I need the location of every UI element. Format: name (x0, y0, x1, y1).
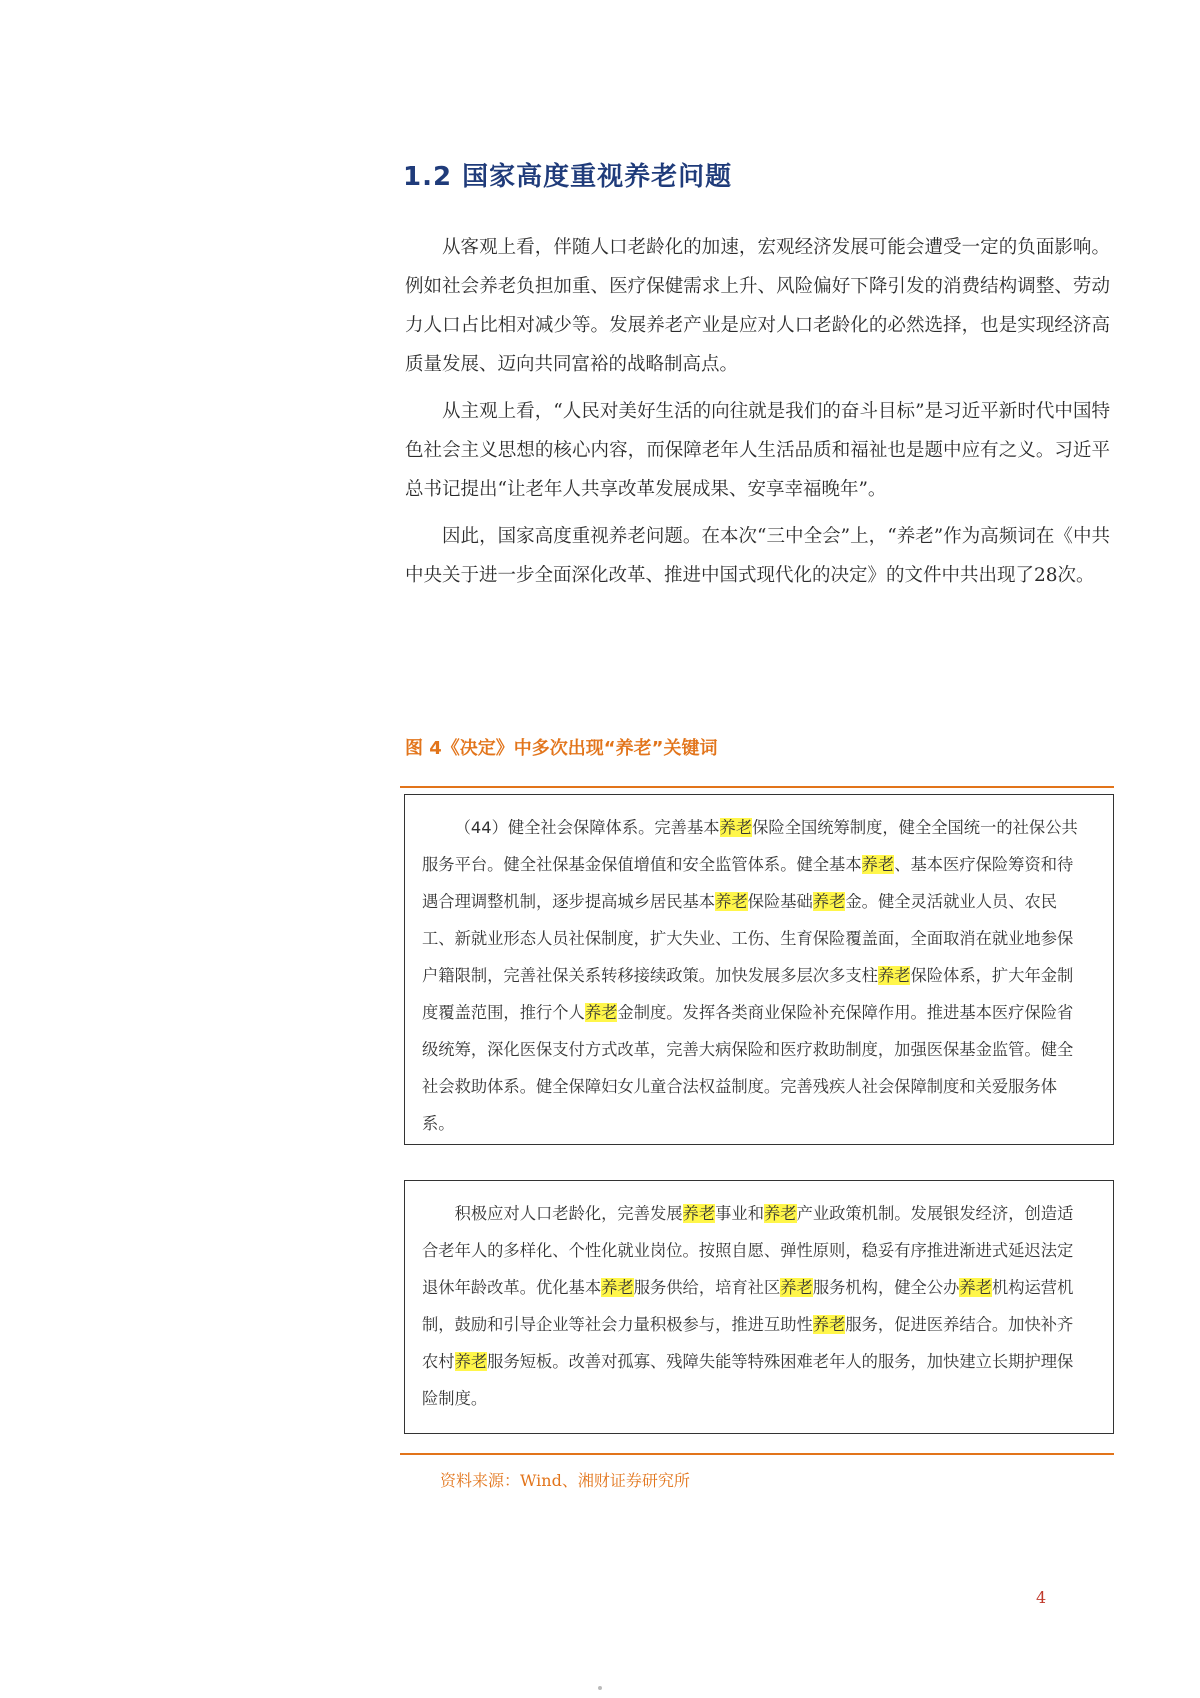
quote-box (404, 794, 1114, 1145)
page-number: 4 (1036, 1588, 1047, 1607)
paragraph: 因此，国家高度重视养老问题。在本次“三中全会”上，“养老”作为高频词在《中共中央关于进一步全面深化改革、推进中国式现代化的决定》的文件中共出现了28次。 (405, 526, 1110, 586)
keyword-highlight: 养老 (780, 1278, 813, 1297)
keyword-highlight: 养老 (812, 892, 846, 911)
source-note: 资料来源：Wind、湘财证券研究所 (440, 1471, 690, 1490)
quote-text: （44）健全社会保障体系。完善基本养老保险全国统筹制度，健全全国统一的社保公共服务平台。健全社保基金保值增值和安全监管体系。健全基本养老、基本医疗保险筹资和待遇合理调整机制，逐步提高城乡居民基本养老保险基础养老金。健全灵活就业人员、农民工、新就业形态人员社保制度，扩大失业、工伤、生育保险覆盖面，全面取消在就业地参保户籍限制，完善社保关系转移接续政策。加快发展多层次多支柱养老保险体系，扩大年金制度覆盖范围，推行个人养老金制度。发挥各类商业保险补充保障作用。推进基本医疗保险省级统筹，深化医保支付方式改革，完善大病保险和医疗救助制度，加强医保基金监管。健全社会救助体系。健全保障妇女儿童合法权益制度。完善残疾人社会保障制度和关爱服务体系。 (422, 818, 1078, 1133)
keyword-highlight: 养老 (763, 1204, 797, 1223)
body-text (405, 228, 1110, 603)
figure-top-rule (400, 786, 1114, 788)
keyword-highlight: 养老 (682, 1204, 716, 1223)
figure-bottom-rule (400, 1453, 1114, 1455)
keyword-highlight: 养老 (861, 855, 895, 874)
keyword-highlight: 养老 (715, 892, 748, 911)
keyword-highlight: 养老 (719, 818, 753, 837)
paragraph: 从主观上看，“人民对美好生活的向往就是我们的奋斗目标”是习近平新时代中国特色社会主义思想的核心内容，而保障老年人生活品质和福祉也是题中应有之义。习近平总书记提出“让老年人共享改革发展成果、安享幸福晚年”。 (405, 401, 1110, 500)
paragraph: 从客观上看，伴随人口老龄化的加速，宏观经济发展可能会遭受一定的负面影响。例如社会养老负担加重、医疗保健需求上升、风险偏好下降引发的消费结构调整、劳动力人口占比相对减少等。发展养老产业是应对人口老龄化的必然选择，也是实现经济高质量发展、迈向共同富裕的战略制高点。 (405, 237, 1110, 375)
keyword-highlight: 养老 (877, 966, 911, 985)
page-dot (598, 1686, 602, 1690)
quote-box (404, 1180, 1114, 1434)
keyword-highlight: 养老 (601, 1278, 634, 1297)
section-title: 1.2 国家高度重视养老问题 (403, 162, 733, 192)
keyword-highlight: 养老 (959, 1278, 992, 1297)
keyword-highlight: 养老 (812, 1315, 846, 1334)
quote-text: 积极应对人口老龄化，完善发展养老事业和养老产业政策机制。发展银发经济，创造适合老年人的多样化、个性化就业岗位。按照自愿、弹性原则，稳妥有序推进渐进式延迟法定退休年龄改革。优化基本养老服务供给，培育社区养老服务机构，健全公办养老机构运营机制，鼓励和引导企业等社会力量积极参与，推进互助性养老服务，促进医养结合。加快补齐农村养老服务短板。改善对孤寡、残障失能等特殊困难老年人的服务，加快建立长期护理保险制度。 (422, 1204, 1074, 1408)
figure-title: 图 4《决定》中多次出现“养老”关键词 (405, 738, 718, 759)
keyword-highlight: 养老 (584, 1003, 618, 1022)
keyword-highlight: 养老 (454, 1352, 488, 1371)
